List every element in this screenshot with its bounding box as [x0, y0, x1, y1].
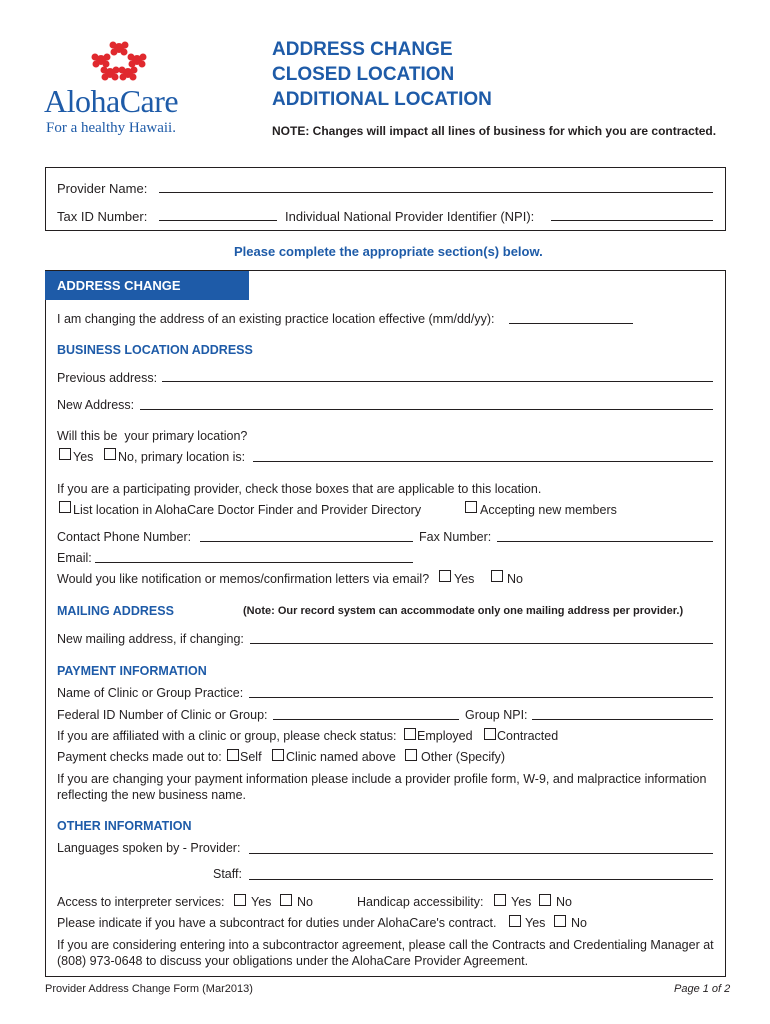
new-address-field[interactable] — [140, 409, 713, 410]
notify-no-label: No — [507, 572, 523, 586]
other-checkbox[interactable] — [405, 749, 417, 761]
interpreter-label: Access to interpreter services: — [57, 895, 225, 909]
accepting-checkbox[interactable] — [465, 501, 477, 513]
primary-yes-label: Yes — [73, 450, 94, 464]
employed-label: Employed — [417, 729, 473, 743]
other-heading: OTHER INFORMATION — [57, 819, 192, 833]
participating-note: If you are a participating provider, check those boxes that are applicable to this location. — [57, 482, 542, 496]
federal-id-field[interactable] — [273, 719, 459, 720]
languages-staff-field[interactable] — [249, 879, 713, 880]
staff-label: Staff: — [213, 867, 242, 881]
effective-label: I am changing the address of an existing practice location effective (mm/dd/yy): — [57, 312, 495, 326]
primary-location-field[interactable] — [253, 461, 713, 462]
new-mailing-field[interactable] — [250, 643, 713, 644]
primary-no-checkbox[interactable] — [104, 448, 116, 460]
title-address-change: ADDRESS CHANGE — [272, 39, 453, 60]
employed-checkbox[interactable] — [404, 728, 416, 740]
fax-field[interactable] — [497, 541, 713, 542]
primary-question: Will this be your primary location? — [57, 429, 248, 443]
self-checkbox[interactable] — [227, 749, 239, 761]
interpreter-no-label: No — [297, 895, 313, 909]
clinic-name-label: Name of Clinic or Group Practice: — [57, 686, 244, 700]
handicap-yes-checkbox[interactable] — [494, 894, 506, 906]
tax-id-field[interactable] — [159, 220, 277, 221]
notify-no-checkbox[interactable] — [491, 570, 503, 582]
interpreter-yes-label: Yes — [251, 895, 272, 909]
notify-yes-checkbox[interactable] — [439, 570, 451, 582]
previous-address-label: Previous address: — [57, 371, 158, 385]
npi-field[interactable] — [551, 220, 713, 221]
provider-name-label: Provider Name: — [57, 181, 148, 196]
languages-provider-field[interactable] — [249, 853, 713, 854]
federal-id-label: Federal ID Number of Clinic or Group: — [57, 708, 268, 722]
payment-heading: PAYMENT INFORMATION — [57, 664, 207, 678]
clinic-named-checkbox[interactable] — [272, 749, 284, 761]
handicap-yes-label: Yes — [511, 895, 532, 909]
list-location-checkbox[interactable] — [59, 501, 71, 513]
header-titles — [272, 37, 492, 112]
notify-question: Would you like notification or memos/confirmation letters via email? — [57, 572, 430, 586]
contracted-label: Contracted — [497, 729, 559, 743]
new-address-label: New Address: — [57, 398, 135, 412]
accepting-label: Accepting new members — [480, 503, 617, 517]
new-mailing-label: New mailing address, if changing: — [57, 632, 244, 646]
npi-label: Individual National Provider Identifier (NPI): — [285, 209, 535, 224]
handicap-no-label: No — [556, 895, 572, 909]
checks-label: Payment checks made out to: — [57, 750, 222, 764]
phone-field[interactable] — [200, 541, 413, 542]
primary-yes-checkbox[interactable] — [59, 448, 71, 460]
clinic-name-field[interactable] — [249, 697, 713, 698]
mailing-heading: MAILING ADDRESS — [57, 604, 174, 618]
aloha-logo — [40, 38, 210, 138]
business-heading: BUSINESS LOCATION ADDRESS — [57, 343, 253, 357]
notify-yes-label: Yes — [454, 572, 475, 586]
contracted-checkbox[interactable] — [484, 728, 496, 740]
languages-label: Languages spoken by - Provider: — [57, 841, 241, 855]
subcontract-label: Please indicate if you have a subcontract for duties under AlohaCare's contract. — [57, 916, 497, 930]
self-label: Self — [240, 750, 262, 764]
mailing-note: (Note: Our record system can accommodate only one mailing address per provider.) — [243, 605, 684, 617]
other-label: Other (Specify) — [421, 750, 506, 764]
group-npi-label: Group NPI: — [465, 708, 528, 722]
changing-info-note: If you are changing your payment information please include a provider profile form, W-9, and malpractice information reflecting the new business name. — [57, 772, 707, 802]
flower-icon — [86, 40, 152, 84]
fax-label: Fax Number: — [419, 530, 492, 544]
instruction: Please complete the appropriate section(s) below. — [234, 244, 543, 259]
tax-id-label: Tax ID Number: — [57, 209, 148, 224]
phone-label: Contact Phone Number: — [57, 530, 192, 544]
title-closed-location: CLOSED LOCATION — [272, 64, 455, 85]
previous-address-field[interactable] — [162, 381, 713, 382]
subcontract-no-label: No — [571, 916, 587, 930]
logo-brand: AlohaCare — [44, 83, 179, 119]
effective-date-field[interactable] — [509, 323, 633, 324]
list-location-label: List location in AlohaCare Doctor Finder and Provider Directory — [73, 503, 422, 517]
header-note: NOTE: Changes will impact all lines of business for which you are contracted. — [272, 124, 717, 138]
clinic-named-label: Clinic named above — [286, 750, 396, 764]
group-npi-field[interactable] — [532, 719, 713, 720]
handicap-no-checkbox[interactable] — [539, 894, 551, 906]
email-field[interactable] — [95, 562, 413, 563]
logo-tagline: For a healthy Hawaii. — [46, 120, 176, 136]
email-label: Email: — [57, 551, 92, 565]
affiliated-label: If you are affiliated with a clinic or group, please check status: — [57, 729, 397, 743]
primary-no-label: No, primary location is: — [118, 450, 246, 464]
subcontract-yes-checkbox[interactable] — [509, 915, 521, 927]
footer-page: Page 1 of 2 — [674, 983, 731, 995]
interpreter-yes-checkbox[interactable] — [234, 894, 246, 906]
considering-note: If you are considering entering into a subcontractor agreement, please call the Contracts and Credentialing Manager at (808) 973-0648 to discuss your obligations under the AlohaCare Provider Agreement. — [57, 938, 714, 968]
footer-form-name: Provider Address Change Form (Mar2013) — [45, 983, 253, 995]
address-change-tab-label: ADDRESS CHANGE — [57, 278, 181, 293]
subcontract-yes-label: Yes — [525, 916, 546, 930]
subcontract-no-checkbox[interactable] — [554, 915, 566, 927]
address-change-tab — [45, 271, 249, 300]
handicap-label: Handicap accessibility: — [357, 895, 484, 909]
interpreter-no-checkbox[interactable] — [280, 894, 292, 906]
provider-name-field[interactable] — [159, 192, 713, 193]
title-additional-location: ADDITIONAL LOCATION — [272, 89, 492, 110]
